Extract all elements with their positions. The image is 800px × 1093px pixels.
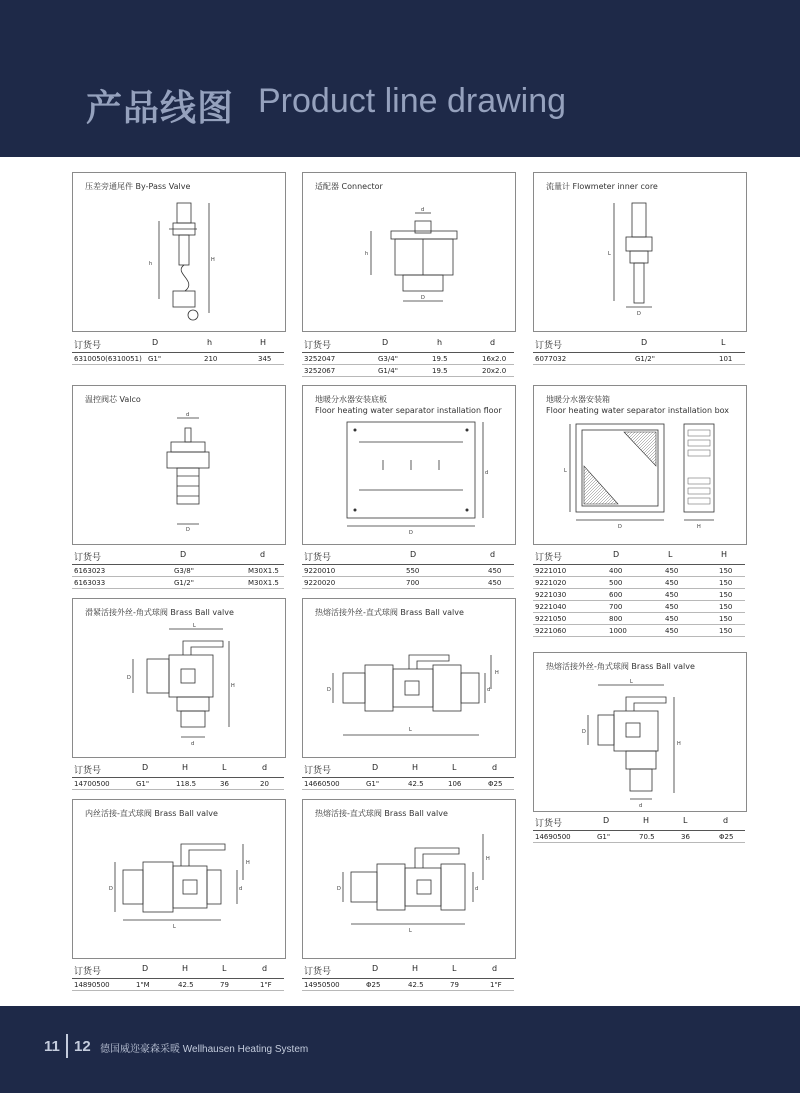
table-row: 6163033 G1/2" M30X1.5: [72, 577, 284, 589]
page-number-divider: [66, 1034, 68, 1058]
card-title: 适配器 Connector: [315, 182, 383, 191]
spec-table-hot-straight: [302, 759, 514, 790]
svg-text:D: D: [421, 295, 425, 301]
svg-text:d: d: [186, 412, 190, 418]
spec-table-hot-angle: [533, 812, 745, 843]
bypass-valve-drawing: [73, 173, 285, 331]
spec-table-valco: [72, 546, 284, 589]
svg-text:D: D: [337, 886, 341, 892]
svg-text:L: L: [409, 928, 412, 934]
table-header: 订货号 D H L d: [533, 812, 745, 831]
inner-straight-valve-drawing: [73, 800, 285, 958]
card-valco-drawing: [72, 385, 286, 545]
card-title: 流量计 Flowmeter inner core: [546, 182, 658, 191]
table-row: 14890500 1"M 42.5 79 1"F: [72, 979, 284, 991]
table-header: 订货号 D H L d: [72, 759, 284, 778]
table-row: 9221060 1000 450 150: [533, 625, 745, 637]
dim-H: H: [211, 257, 215, 263]
spec-table-floor-plate: [302, 546, 514, 589]
table-row: 14690500 G1" 70.5 36 Φ25: [533, 831, 745, 843]
card-inner-straight-valve-drawing: [72, 799, 286, 959]
svg-text:d: d: [421, 207, 425, 213]
svg-text:h: h: [365, 251, 369, 257]
card-title: 温控阀芯 Valco: [85, 395, 141, 404]
svg-text:L: L: [409, 727, 412, 733]
card-title: 内丝活接-直式球阀 Brass Ball valve: [85, 809, 218, 818]
hot-angle-valve-drawing: [534, 653, 746, 811]
table-row: 3252067 G1/4" 19.5 20x2.0: [302, 365, 514, 377]
svg-text:H: H: [495, 670, 499, 676]
table-header: 订货号 D h d: [302, 334, 514, 353]
table-header: 订货号 D h H: [72, 334, 284, 353]
svg-text:d: d: [485, 470, 489, 476]
spec-table-bypass: [72, 334, 284, 365]
card-bypass-drawing: [72, 172, 286, 332]
svg-text:L: L: [564, 468, 567, 474]
table-row: 9221050 800 450 150: [533, 613, 745, 625]
svg-text:H: H: [246, 860, 250, 866]
card-title: 地暖分水器安装底板 Floor heating water separator installation floor: [315, 395, 502, 415]
card-connector-drawing: [302, 172, 516, 332]
page-number-right: 12: [74, 1038, 91, 1055]
card-title: 热熔活接-直式球阀 Brass Ball valve: [315, 809, 448, 818]
table-header: 订货号 D H L d: [72, 960, 284, 979]
svg-text:D: D: [186, 527, 190, 533]
hot-straight-valve-drawing: [303, 599, 515, 757]
card-hot-angle-valve-drawing: [533, 652, 747, 812]
svg-text:D: D: [637, 311, 641, 317]
company-name: 德国威迩豪森采暖 Wellhausen Heating System: [100, 1044, 309, 1055]
dim-h: h: [149, 261, 153, 267]
card-flowmeter-drawing: [533, 172, 747, 332]
svg-text:D: D: [127, 675, 131, 681]
table-row: 9220020 700 450: [302, 577, 514, 589]
spec-table-flowmeter: [533, 334, 745, 365]
spec-table-hot-union: [302, 960, 514, 991]
card-hot-straight-valve-drawing: [302, 598, 516, 758]
spec-table-connector: [302, 334, 514, 377]
connector-drawing: [303, 173, 515, 331]
svg-text:d: d: [639, 803, 643, 809]
svg-text:d: d: [191, 741, 195, 747]
valco-drawing: [73, 386, 285, 544]
svg-text:D: D: [409, 530, 413, 536]
card-title: 滑紧活接外丝-角式球阀 Brass Ball valve: [85, 608, 234, 617]
table-header: 订货号 D L H: [533, 546, 745, 565]
table-header: 订货号 D H L d: [302, 960, 514, 979]
svg-text:L: L: [193, 623, 196, 629]
hot-union-valve-drawing: [303, 800, 515, 958]
card-slip-angle-valve-drawing: [72, 598, 286, 758]
card-title: 热熔活接外丝-直式球阀 Brass Ball valve: [315, 608, 464, 617]
flowmeter-drawing: [534, 173, 746, 331]
page-header: [0, 0, 800, 157]
svg-text:D: D: [109, 886, 113, 892]
card-floor-plate-drawing: [302, 385, 516, 545]
card-title: 压差旁通尾件 By-Pass Valve: [85, 182, 191, 191]
table-row: 9221020 500 450 150: [533, 577, 745, 589]
page-title-en: Product line drawing: [258, 82, 567, 120]
card-install-box-drawing: [533, 385, 747, 545]
table-header: 订货号 D H L d: [302, 759, 514, 778]
svg-text:H: H: [677, 741, 681, 747]
svg-text:H: H: [697, 524, 701, 530]
svg-text:d: d: [475, 886, 479, 892]
table-row: 6163023 G3/8" M30X1.5: [72, 565, 284, 577]
table-row: 6077032 G1/2" 101: [533, 353, 745, 365]
svg-text:H: H: [231, 683, 235, 689]
slip-angle-valve-drawing: [73, 599, 285, 757]
table-header: 订货号 D d: [302, 546, 514, 565]
table-row: 9221030 600 450 150: [533, 589, 745, 601]
svg-text:H: H: [486, 856, 490, 862]
svg-text:L: L: [608, 251, 611, 257]
table-row: 9221010 400 450 150: [533, 565, 745, 577]
svg-text:d: d: [487, 687, 491, 693]
spec-table-slip-angle: [72, 759, 284, 790]
table-row: 14950500 Φ25 42.5 79 1"F: [302, 979, 514, 991]
spec-table-install-box: [533, 546, 745, 637]
table-row: 3252047 G3/4" 19.5 16x2.0: [302, 353, 514, 365]
table-header: 订货号 D L: [533, 334, 745, 353]
table-row: 14700500 G1" 118.5 36 20: [72, 778, 284, 790]
card-hot-union-valve-drawing: [302, 799, 516, 959]
svg-text:d: d: [239, 886, 243, 892]
page-title-cn: 产品线图: [86, 88, 235, 129]
svg-text:D: D: [327, 687, 331, 693]
svg-text:D: D: [582, 729, 586, 735]
table-row: 9221040 700 450 150: [533, 601, 745, 613]
spec-table-inner-straight: [72, 960, 284, 991]
table-row: 6310050(6310051) G1" 210 345: [72, 353, 284, 365]
page-number-left: 11: [44, 1038, 60, 1055]
card-title: 热熔活接外丝-角式球阀 Brass Ball valve: [546, 662, 695, 671]
table-row: 14660500 G1" 42.5 106 Φ25: [302, 778, 514, 790]
table-row: 9220010 550 450: [302, 565, 514, 577]
card-title: 地暖分水器安装箱 Floor heating water separator installation box: [546, 395, 730, 415]
floor-plate-drawing: [303, 386, 515, 544]
svg-text:D: D: [618, 524, 622, 530]
table-header: 订货号 D d: [72, 546, 284, 565]
svg-text:L: L: [630, 679, 633, 685]
svg-text:L: L: [173, 924, 176, 930]
install-box-drawing: [534, 386, 746, 544]
